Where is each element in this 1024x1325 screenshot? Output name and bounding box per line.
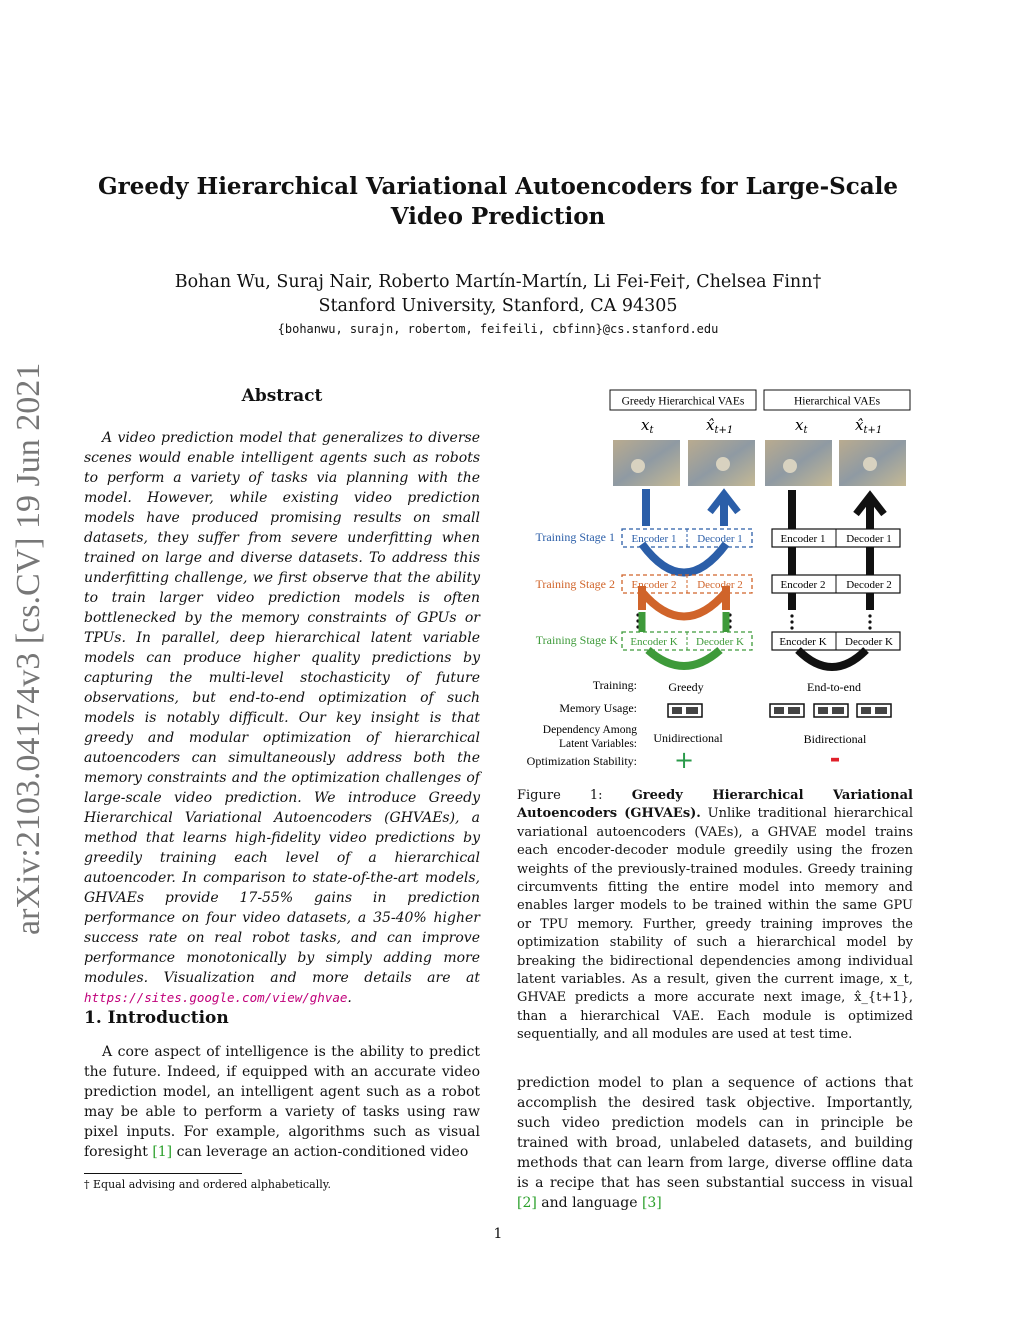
stage1-encoder: Encoder 1 [631, 533, 677, 545]
row-label-dependency-2: Latent Variables: [558, 738, 637, 750]
scene-object [783, 459, 797, 473]
footnote: † Equal advising and ordered alphabetically. [84, 1178, 332, 1191]
comparison-table [527, 678, 891, 774]
training-end-to-end: End-to-end [807, 680, 861, 694]
abstract-period: . [347, 990, 352, 1006]
scene-object [716, 457, 730, 471]
citation-link[interactable]: [2] [517, 1195, 537, 1211]
end-to-end-diagram [772, 490, 900, 667]
affiliation: Stanford University, Stanford, CA 94305 [318, 296, 678, 316]
green-arc [648, 650, 720, 666]
gpu-icon [814, 704, 848, 717]
page-number: 1 [493, 1226, 503, 1242]
abstract-heading: Abstract [241, 386, 323, 406]
stage2-label: Training Stage 2 [535, 577, 615, 591]
scene-object [631, 459, 645, 473]
row-label-stability: Optimization Stability: [526, 754, 637, 768]
intro-text-b: can leverage an action-conditioned video [172, 1144, 469, 1160]
footnote-rule [84, 1173, 242, 1174]
stagek-label: Training Stage K [535, 633, 618, 647]
gpu-icon [770, 704, 804, 717]
gpu-icon [857, 704, 891, 717]
scene-object [863, 457, 877, 471]
citation-link[interactable]: [3] [641, 1195, 662, 1211]
black-arc [798, 650, 866, 667]
abstract-body: A video prediction model that generalizes to diverse scenes would enable intelligent agents such as robots to perform a variety of tasks via planning with the model. However, while existing video prediction models have produced promising results on small datasets, they suffer from severe underfitting when trained on large and diverse datasets. To address this underfitting challenge, we first observe that the ability to train larger video prediction models is often bottlenecked by the memory constraints of GPUs or TPUs. In parallel, deep hierarchical latent variable models can produce higher quality predictions by capturing the multi-level stochasticity of future observations, but end-to-end optimization of such models is notably difficult. Our key insight is that greedy and modular optimization of hierarchical autoencoders can simultaneously address both the memory constraints and the optimization challenges of large-scale video prediction. We introduce Greedy Hierarchical Variational Autoencoders (GHVAEs), a method that learns high-fidelity video predictions by greedily training each level of a hierarchical autoencoder. In comparison to state-of-the-art models, GHVAEs provide 17-55% gains in prediction performance on four video datasets, a 35-40% higher success rate on real robot tasks, and can improve performance monotonically by simply adding more modules. Visualization and more details are at [84, 430, 480, 986]
orange-arc [642, 592, 726, 617]
intro-paragraph [84, 1042, 480, 1162]
project-url-link[interactable]: https://sites.google.com/view/ghvae [84, 990, 348, 1005]
caption-text: Unlike traditional hierarchical variational autoencoders (VAEs), a GHVAE model trains each encoder-decoder module greedily using the frozen weights of the previously-trained modules. Greedy training circumvents fitting the entire model into memory and enables larger models to be trained within the same GPU or TPU memory. Further, greedy training improves the optimization stability of such a hierarchical model by breaking the bidirectional dependencies among individual latent variables. As a result, given the current image, x_t, GHVAE predicts a more accurate next image, x̂_{t+1}, than a hierarchical VAE. Each module is optimized sequentially, and all modules are used at test time. [517, 806, 913, 1043]
author-list: Bohan Wu, Suraj Nair, Roberto Martín-Martín, Li Fei-Fei†, Chelsea Finn† [174, 272, 822, 292]
right-column-paragraph [517, 1073, 913, 1213]
frame-image-xt-right [765, 440, 832, 486]
frame-image-xt-left [613, 440, 680, 486]
gpu-icon [668, 704, 702, 717]
intro-text-a: A core aspect of intelligence is the ability to predict the future. Indeed, if equipped with an accurate video prediction model, an intelligent agent such as a robot may be able to perform a variety of tasks using raw pixel inputs. For example, algorithms such as visual foresight [84, 1044, 480, 1160]
e2e-decoder-1: Decoder 1 [846, 533, 892, 545]
stage2-decoder: Decoder 2 [697, 579, 743, 591]
e2e-decoder-2: Decoder 2 [846, 579, 892, 591]
stagek-decoder: Decoder K [696, 636, 744, 648]
e2e-encoder-k: Encoder K [779, 636, 827, 648]
stagek-encoder: Encoder K [630, 636, 678, 648]
e2e-encoder-2: Encoder 2 [780, 579, 826, 591]
figure-1 [508, 386, 918, 778]
abstract-text [84, 428, 480, 1008]
stage1-label: Training Stage 1 [535, 530, 615, 544]
x-t-label-left: $x_t$ [641, 416, 654, 436]
ellipsis-dots-right [790, 614, 871, 629]
left-panel-title: Greedy Hierarchical VAEs [621, 395, 745, 408]
right-text-a: prediction model to plan a sequence of actions that accomplish the desired task objective. Importantly, such video prediction models can in principle be trained with broad, unlabeled datasets, and building methods that can learn from large, diverse offline data is a recipe that has seen substantial success in visual [517, 1075, 913, 1191]
e2e-decoder-k: Decoder K [845, 636, 893, 648]
row-label-training: Training: [592, 678, 637, 692]
arxiv-stamp: arXiv:2103.04174v3 [cs.CV] 19 Jun 2021 [10, 362, 47, 935]
author-block [100, 270, 896, 318]
stage1-decoder: Decoder 1 [697, 533, 743, 545]
citation-link[interactable]: [1] [152, 1144, 173, 1160]
stability-minus: - [829, 744, 841, 774]
x-hat-label-right: $x̂_{t+1}$ [855, 416, 883, 436]
caption-label: Figure 1: [517, 788, 603, 803]
stage2-encoder: Encoder 2 [631, 579, 677, 591]
dependency-bidirectional: Bidirectional [803, 732, 867, 746]
figure-caption [517, 787, 913, 1045]
e2e-encoder-1: Encoder 1 [780, 533, 826, 545]
right-panel-title: Hierarchical VAEs [793, 395, 881, 408]
blue-arc [642, 544, 726, 573]
x-hat-label-left: $x̂_{t+1}$ [706, 416, 734, 436]
caption-bold-title: Greedy Hierarchical Variational Autoencoders (GHVAEs). [517, 788, 913, 822]
row-label-memory: Memory Usage: [559, 701, 637, 715]
x-t-label-right: $x_t$ [795, 416, 808, 436]
paper-title: Greedy Hierarchical Variational Autoencoders for Large-Scale Video Prediction [97, 173, 899, 230]
dependency-unidirectional: Unidirectional [653, 731, 723, 745]
author-emails: {bohanwu, surajn, robertom, feifeili, cbfinn}@cs.stanford.edu [277, 322, 719, 336]
right-text-b: and language [536, 1195, 642, 1211]
training-greedy: Greedy [668, 680, 704, 694]
greedy-diagram [535, 489, 752, 666]
stability-plus: + [673, 746, 695, 774]
row-label-dependency-1: Dependency Among [542, 724, 637, 736]
intro-heading: 1. Introduction [84, 1008, 229, 1028]
scene-thumbnails [613, 440, 906, 486]
